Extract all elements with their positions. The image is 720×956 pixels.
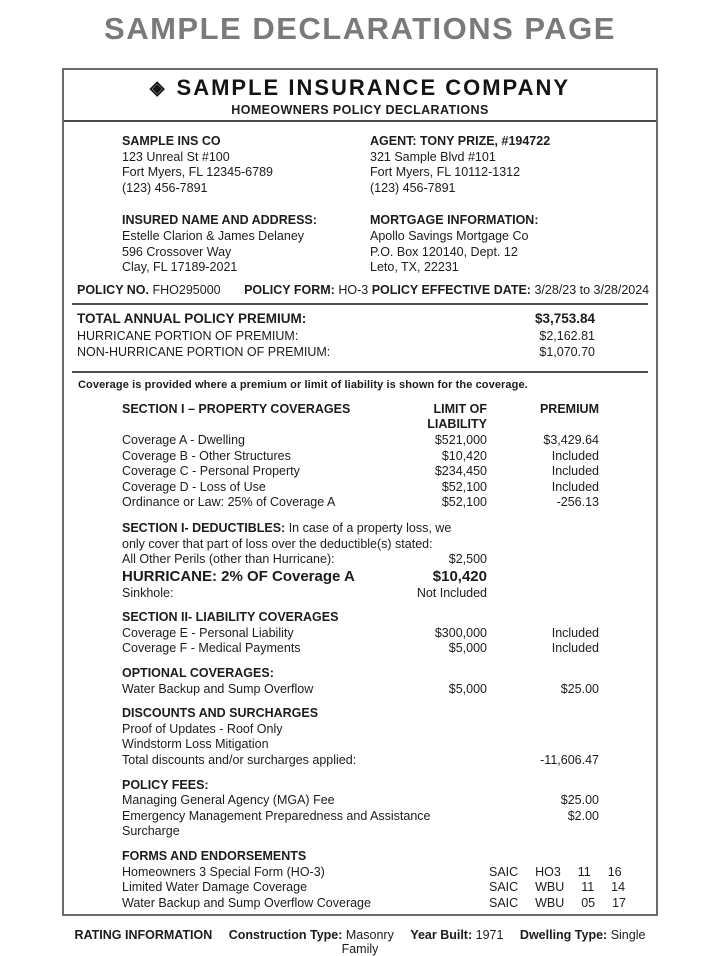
document-frame xyxy=(62,68,658,956)
form-row-lwd xyxy=(122,880,656,896)
agent-street: 321 Sample Blvd #101 xyxy=(370,149,496,164)
coverage-e-premium: Included xyxy=(551,625,599,640)
aop-deductible-row xyxy=(122,552,656,568)
discounts-total-label: Total discounts and/or surcharges applied: xyxy=(122,753,357,768)
water-backup-label: Water Backup and Sump Overflow xyxy=(122,681,314,696)
premium-column-header: PREMIUM xyxy=(539,401,599,416)
agent-name: AGENT: TONY PRIZE, #194722 xyxy=(370,134,551,148)
construction-type-pair xyxy=(229,928,398,942)
liability-section-title: SECTION II- LIABILITY COVERAGES xyxy=(122,610,339,625)
table-row xyxy=(122,626,656,642)
table-row xyxy=(122,682,656,698)
mortgage-heading: MORTGAGE INFORMATION: xyxy=(370,213,539,228)
form-ho3-label: Homeowners 3 Special Form (HO-3) xyxy=(122,864,325,879)
sinkhole-label: Sinkhole: xyxy=(122,585,174,600)
table-row xyxy=(122,433,656,449)
hurricane-deductible-label: HURRICANE: 2% OF Coverage A xyxy=(122,567,355,585)
hurricane-premium-row xyxy=(77,328,595,344)
year-built-label: Year Built: xyxy=(410,928,473,943)
form-lwd-code: SAIC WBU 11 14 xyxy=(489,880,626,895)
coverage-d-premium: Included xyxy=(551,479,599,494)
insured-names: Estelle Clarion & James Delaney xyxy=(122,228,305,243)
insurer-city: Fort Myers, FL 12345-6789 xyxy=(122,165,273,180)
coverage-f-label: Coverage F - Medical Payments xyxy=(122,641,301,656)
total-premium-value: $3,753.84 xyxy=(534,310,595,326)
mga-fee-label: Managing General Agency (MGA) Fee xyxy=(122,793,335,808)
discounts-total-value: -11,606.47 xyxy=(540,753,599,768)
policy-number-line xyxy=(64,276,656,297)
rating-title: RATING INFORMATION xyxy=(74,928,213,943)
policy-no-value: FHO295000 xyxy=(152,282,221,297)
mortgage-city: Leto, TX, 22231 xyxy=(370,260,459,275)
insurer-address-block xyxy=(122,134,370,196)
insured-street: 596 Crossover Way xyxy=(122,244,232,259)
agent-city: Fort Myers, FL 10112-1312 xyxy=(370,165,521,180)
coverage-tables xyxy=(64,402,656,912)
empty-cell xyxy=(487,552,599,568)
mortgage-company: Apollo Savings Mortgage Co xyxy=(370,228,529,243)
deductibles-intro-line2: only cover that part of loss over the deductible(s) stated: xyxy=(122,536,433,551)
discounts-section-title: DISCOUNTS AND SURCHARGES xyxy=(122,706,319,721)
coverage-c-premium: Included xyxy=(551,464,599,479)
policy-no-label: POLICY NO. xyxy=(77,282,150,297)
hurricane-deductible-row xyxy=(122,568,656,586)
coverage-f-limit: $5,000 xyxy=(448,641,487,656)
table-row xyxy=(122,464,656,480)
emergency-surcharge-row xyxy=(122,809,656,840)
coverage-c-limit: $234,450 xyxy=(434,464,487,479)
insured-heading: INSURED NAME AND ADDRESS: xyxy=(122,213,317,228)
coverage-a-limit: $521,000 xyxy=(434,432,487,447)
coverage-e-label: Coverage E - Personal Liability xyxy=(122,625,294,640)
mortgage-street: P.O. Box 120140, Dept. 12 xyxy=(370,244,518,259)
insured-city: Clay, FL 17189-2021 xyxy=(122,260,238,275)
coverage-b-limit: $10,420 xyxy=(441,448,487,463)
insurer-name: SAMPLE INS CO xyxy=(122,134,221,148)
ordinance-law-limit: $52,100 xyxy=(441,495,487,510)
form-row-wbu xyxy=(122,896,656,912)
mga-fee-row xyxy=(122,793,656,809)
form-wbu-label: Water Backup and Sump Overflow Coverage xyxy=(122,895,371,910)
coverage-a-label: Coverage A - Dwelling xyxy=(122,432,245,447)
agent-address-block xyxy=(370,134,656,196)
coverage-d-label: Coverage D - Loss of Use xyxy=(122,479,266,494)
table-row xyxy=(122,449,656,465)
agent-phone: (123) 456-7891 xyxy=(370,180,456,195)
table-row xyxy=(122,641,656,657)
year-built-pair xyxy=(410,928,507,942)
empty-cell xyxy=(487,568,599,586)
sinkhole-row xyxy=(122,586,656,602)
declarations-subtitle: HOMEOWNERS POLICY DECLARATIONS xyxy=(231,103,489,117)
table-row xyxy=(122,495,656,511)
effective-date-value: 3/28/23 to 3/28/2024 xyxy=(534,282,650,297)
form-wbu-code: SAIC WBU 05 17 xyxy=(489,895,626,910)
year-built-value: 1971 xyxy=(475,928,504,943)
hurricane-premium-value: $2,162.81 xyxy=(539,328,595,343)
effective-date-label: POLICY EFFECTIVE DATE: xyxy=(371,282,531,297)
property-section-header xyxy=(122,402,656,433)
property-section-title: SECTION I – PROPERTY COVERAGES xyxy=(122,401,351,416)
construction-type-value: Masonry xyxy=(345,928,394,943)
empty-cell xyxy=(387,753,487,769)
page-title: SAMPLE DECLARATIONS PAGE xyxy=(104,11,616,46)
ordinance-law-label: Ordinance or Law: 25% of Coverage A xyxy=(122,495,336,510)
coverage-b-label: Coverage B - Other Structures xyxy=(122,448,291,463)
water-backup-limit: $5,000 xyxy=(448,681,487,696)
insurer-street: 123 Unreal St #100 xyxy=(122,149,230,164)
coverage-b-premium: Included xyxy=(551,448,599,463)
dwelling-type-label: Dwelling Type: xyxy=(519,928,608,943)
limit-column-header: LIMIT OF LIABILITY xyxy=(427,401,487,432)
coverage-d-limit: $52,100 xyxy=(441,479,487,494)
non-hurricane-premium-row xyxy=(77,344,595,360)
optional-section-title: OPTIONAL COVERAGES: xyxy=(122,666,274,681)
discounts-total-row xyxy=(122,753,656,769)
form-row-ho3 xyxy=(122,865,656,881)
insured-address-block xyxy=(122,213,370,275)
rating-information-line xyxy=(64,928,656,956)
discount-item-windstorm: Windstorm Loss Mitigation xyxy=(122,737,269,752)
mga-fee-amount: $25.00 xyxy=(560,793,599,808)
table-row xyxy=(122,480,656,496)
company-name-line xyxy=(64,75,656,101)
water-backup-premium: $25.00 xyxy=(560,681,599,696)
hurricane-premium-label: HURRICANE PORTION OF PREMIUM: xyxy=(77,328,299,343)
dwelling-type-value: Single Family xyxy=(341,928,646,956)
insurer-phone: (123) 456-7891 xyxy=(122,180,208,195)
empty-cell xyxy=(487,586,599,602)
policy-form-group xyxy=(244,283,649,297)
premium-summary xyxy=(64,305,656,365)
deductibles-intro-line1 xyxy=(122,521,656,537)
non-hurricane-premium-value: $1,070.70 xyxy=(539,344,595,359)
coverage-note: Coverage is provided where a premium or limit of liability is shown for the coverage. xyxy=(78,378,528,391)
ordinance-law-premium: -256.13 xyxy=(556,495,599,510)
fees-section-title: POLICY FEES: xyxy=(122,777,209,792)
address-blocks xyxy=(64,122,656,276)
coverage-c-label: Coverage C - Personal Property xyxy=(122,464,300,479)
emergency-surcharge-label: Emergency Management Preparedness and Assistance Surcharge xyxy=(122,808,431,839)
deductibles-intro-text: In case of a property loss, we xyxy=(288,520,452,535)
aop-deductible-label: All Other Perils (other than Hurricane): xyxy=(122,552,335,567)
construction-type-label: Construction Type: xyxy=(228,928,343,943)
sinkhole-value: Not Included xyxy=(416,585,487,600)
company-header xyxy=(64,70,656,122)
coverage-e-limit: $300,000 xyxy=(434,625,487,640)
form-ho3-code: SAIC HO3 11 16 xyxy=(489,864,622,879)
diamond-icon: ◈ xyxy=(149,78,165,99)
emergency-surcharge-amount: $2.00 xyxy=(567,808,599,823)
coverage-f-premium: Included xyxy=(551,641,599,656)
hurricane-deductible-value: $10,420 xyxy=(432,567,487,585)
coverage-a-premium: $3,429.64 xyxy=(543,432,599,447)
total-premium-label: TOTAL ANNUAL POLICY PREMIUM: xyxy=(77,310,307,326)
forms-section-title: FORMS AND ENDORSEMENTS xyxy=(122,849,307,863)
form-lwd-label: Limited Water Damage Coverage xyxy=(122,880,308,895)
aop-deductible-value: $2,500 xyxy=(448,552,487,567)
deductibles-section-title: SECTION I- DEDUCTIBLES: xyxy=(122,520,286,535)
policy-form-value: HO-3 xyxy=(338,282,369,297)
non-hurricane-premium-label: NON-HURRICANE PORTION OF PREMIUM: xyxy=(77,344,331,359)
total-premium-row xyxy=(77,310,595,328)
policy-form-label: POLICY FORM: xyxy=(244,282,335,297)
company-name: SAMPLE INSURANCE COMPANY xyxy=(176,75,571,100)
mortgage-info-block xyxy=(370,213,656,275)
discount-item-roof: Proof of Updates - Roof Only xyxy=(122,721,283,736)
